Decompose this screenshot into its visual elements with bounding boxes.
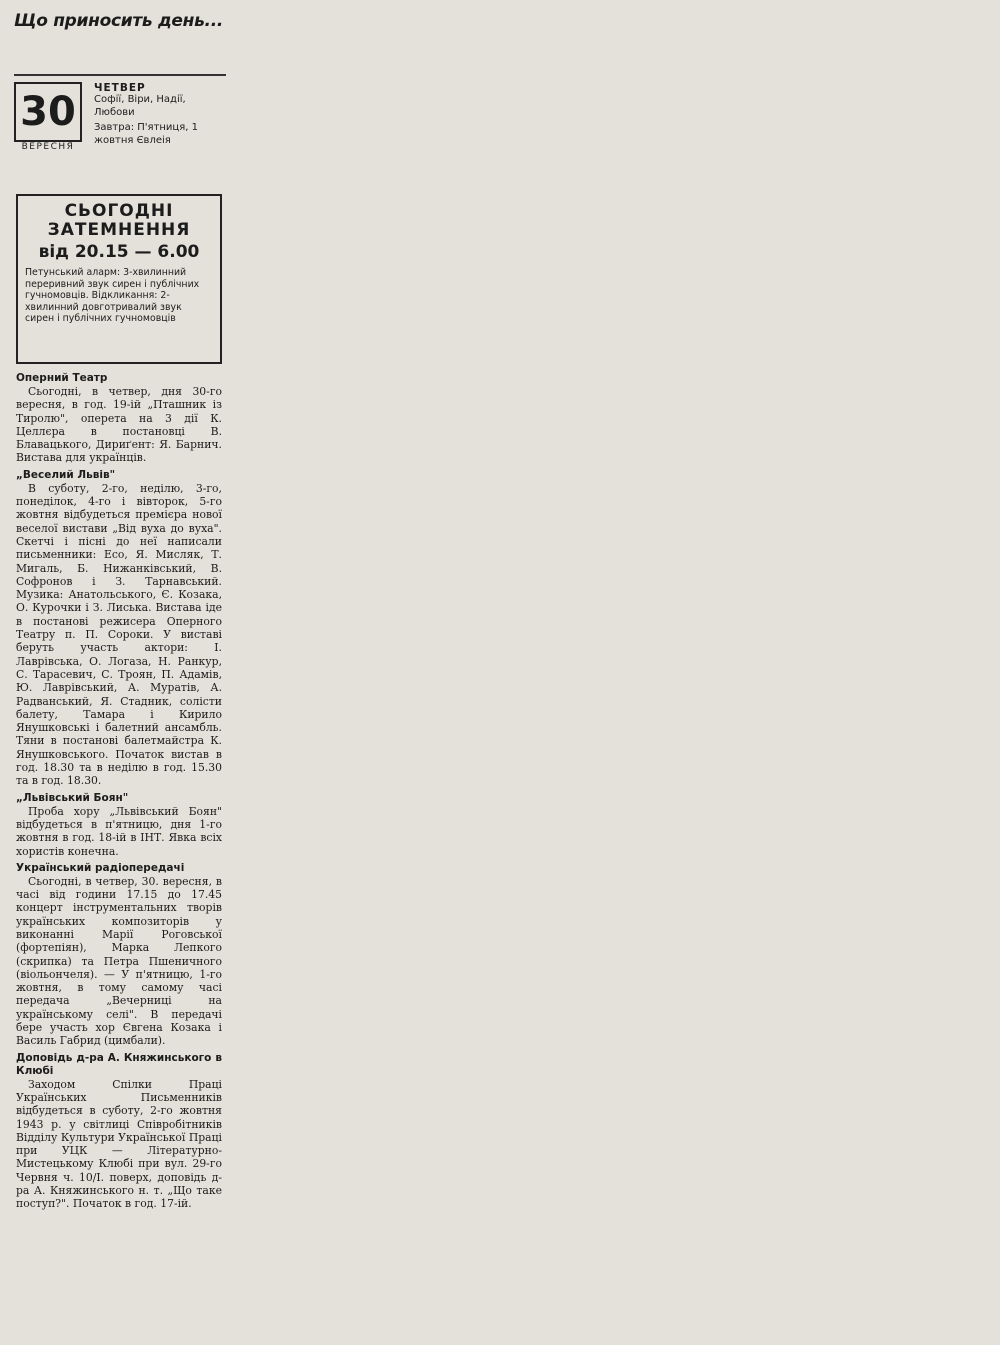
left-item — [16, 372, 222, 465]
blackout-text: Петунський аларм: 3-хвилинний переривний звук сирен і публічних гучномовців. Відкликання: 2-хвилинний довготривалий звук сирен і публічних гучномовців — [25, 267, 200, 325]
left-item — [16, 792, 222, 858]
left-item — [16, 469, 222, 788]
left-item-heading: Український радіопередачі — [16, 861, 185, 874]
left-item-heading: „Веселий Львів" — [16, 468, 116, 481]
left-item-text: Заходом Спілки Праці Українських Письменників відбудеться в суботу, 2-го жовтня 1943 р. у світлиці Співробітників Відділу Культури Української Праці при УЦК — Літературно-Мистецькому Клюбі при вул. 29-го Червня ч. 10/І. поверх, доповідь д-ра А. Княжинського н. т. „Що таке поступ?". Початок в год. 17-ій. — [16, 1077, 222, 1211]
blackout-box — [16, 194, 222, 364]
month-label: ВЕРЕСНЯ — [21, 142, 75, 152]
date-box — [14, 82, 223, 186]
name-days: Софії, Віри, Надії, Любови — [94, 94, 186, 118]
left-item-text: Сьогодні, в четвер, дня 30-го вересня, в год. 19-ій „Пташник із Тиролю", оперета на 3 дії К. Целлєра в постановці В. Блавацького, Дириґент: Я. Барнич. Вистава для українців. — [16, 385, 222, 465]
day-number: 30 — [14, 82, 82, 142]
left-item-heading: „Львівський Боян" — [16, 791, 129, 804]
left-item-text: В суботу, 2-го, неділю, 3-го, понеділок, 4-го і вівторок, 5-го жовтня відбудеться премієра нової веселої вистави „Від вуха до вуха". Скетчі і пісні до неї написали письменники: Ecо, Я. Мисляк, Т. Мигаль, Б. Нижанківський, В. Софронов і З. Тарнавський. Музика: Анатольського, Є. Козака, О. Курочки і З. Лиська. Вистава іде в постанові режисера Оперного Театру п. П. Сороки. У виставі беруть участь актори: І. Лаврівська, О. Логаза, Н. Ранкур, С. Тарасевич, С. Троян, П. Адамів, Ю. Лаврівський, А. Муратів, А. Радванський, Я. Стадник, солісти балету, Тамара і Кирило Янушковські і балетний ансамбль. Тяни в постанові балетмайстра К. Янушковського. Початок вистав в год. 18.30 та в неділю в год. 15.30 та в год. 18.30. — [16, 481, 222, 788]
day-info — [94, 82, 224, 147]
blackout-time: від 20.15 — 6.00 — [38, 242, 200, 262]
left-item — [16, 862, 222, 1048]
left-item-heading: Оперний Театр — [16, 372, 108, 384]
tomorrow-info: Завтра: П'ятниця, 1 жовтня Євлеія — [94, 122, 198, 146]
left-item-heading: Доповідь д-ра А. Княжинського в Клюбі — [16, 1051, 222, 1077]
blackout-title: СЬОГОДНІ ЗАТЕМНЕННЯ — [47, 201, 191, 240]
masthead-rule — [14, 74, 226, 76]
left-item — [16, 1052, 222, 1211]
left-item-text: Сьогодні, в четвер, 30. вересня, в часі від години 17.15 до 17.45 концерт інструментальних творів українських композиторів у виконанні Марії Роговської (фортепіян), Марка Лепкого (скрипка) та Петра Пшеничного (віольончеля). — У п'ятницю, 1-го жовтня, в тому самому часі передача „Вечерниці на українському селі". В передачі бере участь хор Євгена Козака і Василь Габрид (цимбали). — [16, 874, 222, 1048]
left-item-text: Проба хору „Львівський Боян" відбудеться в п'ятницю, дня 1-го жовтня в год. 18-ій в ІНТ. Явка всіх хористів конечна. — [16, 804, 222, 858]
masthead-title: Що приносить день... — [14, 11, 224, 31]
left-column — [16, 368, 222, 1338]
weekday: ЧЕТВЕР — [94, 82, 146, 94]
